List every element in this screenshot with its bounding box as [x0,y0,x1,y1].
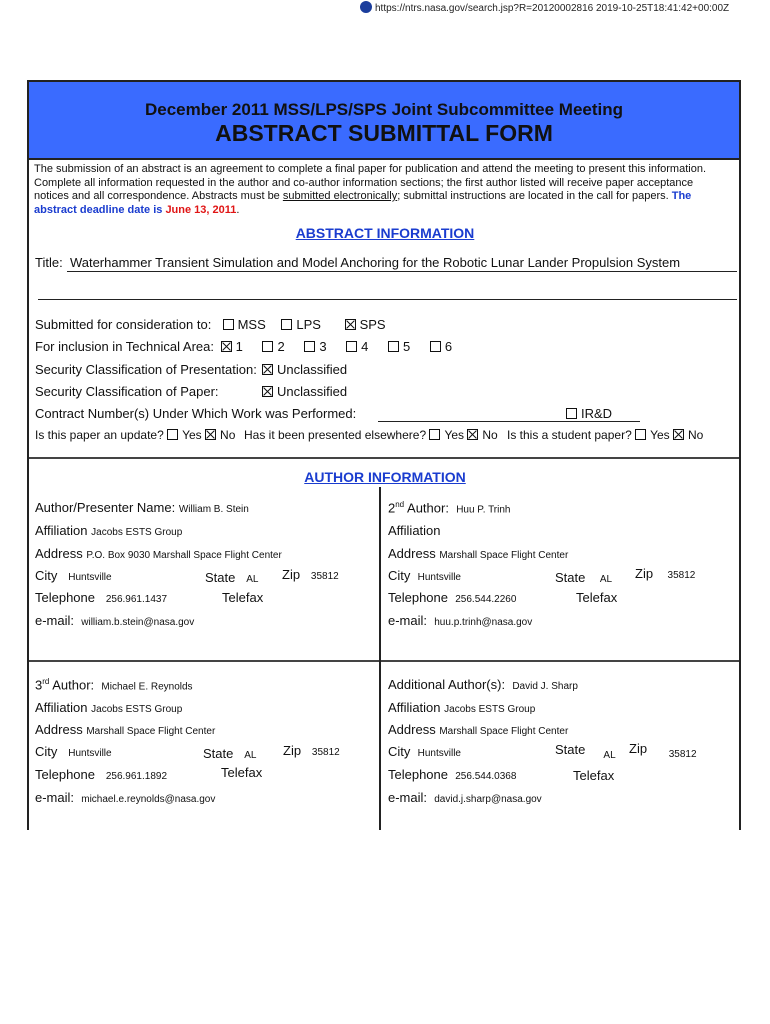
title-value[interactable]: Waterhammer Transient Simulation and Model Anchoring for the Robotic Lunar Lander Propulsion System [69,255,681,270]
author-2-email[interactable]: huu.p.trinh@nasa.gov [434,617,533,628]
source-stamp: https://ntrs.nasa.gov/search.jsp?R=20120002816 2019-10-25T18:41:42+00:00Z [360,1,729,14]
update-yes-checkbox[interactable]: Yes [167,428,202,442]
author-4-state[interactable]: AL [603,750,616,761]
intro-paragraph: The submission of an abstract is an agreement to complete a final paper for publication and attend the meeting to present this information. Complete all information requested in the author and co-author information sections; the first author listed will receive paper acceptance notices and all correspondence. Abstracts must be submitted electronically; submittal instructions are located in the call for papers. The abstract deadline date is June 13, 2011. [34,163,706,216]
author-2-name[interactable]: Huu P. Trinh [456,504,511,516]
author-1-zip[interactable]: 35812 [310,571,339,582]
presented-yes-checkbox[interactable]: Yes [429,428,464,442]
title-underline-1 [67,271,737,272]
lps-checkbox[interactable]: LPS [281,317,321,332]
author-1-telephone[interactable]: 256.961.1437 [105,594,168,605]
author-divider [29,660,739,662]
author-2-telephone[interactable]: 256.544.2260 [455,594,517,605]
sec-paper-label: Security Classification of Paper: [35,384,219,399]
author-1-state[interactable]: AL [246,574,259,585]
sec-paper-checkbox[interactable]: Unclassified [262,384,347,399]
author-3-zip[interactable]: 35812 [311,747,340,758]
title-underline-2 [38,299,737,300]
presented-no-checkbox[interactable]: No [467,428,497,442]
author-4-address[interactable]: Marshall Space Flight Center [439,726,569,737]
contract-field[interactable] [378,421,640,422]
deadline-date: June 13, 2011 [165,203,237,216]
section-divider [29,457,739,459]
author-1-address[interactable]: P.O. Box 9030 Marshall Space Flight Center [86,550,282,561]
author-2-address[interactable]: Marshall Space Flight Center [439,550,569,561]
author-2-city[interactable]: Huntsville [417,572,461,583]
area-1-checkbox[interactable]: 1 [221,339,243,354]
area-3-checkbox[interactable]: 3 [304,339,326,354]
student-no-checkbox[interactable]: No [673,428,703,442]
mss-checkbox[interactable]: MSS [223,317,266,332]
area-6-checkbox[interactable]: 6 [430,339,452,354]
form-title: ABSTRACT SUBMITTAL FORM [215,120,553,146]
author-4-affiliation[interactable]: Jacobs ESTS Group [444,704,536,715]
consideration-row: Submitted for consideration to: MSS LPS SPS [35,317,386,332]
author-1-name[interactable]: William B. Stein [178,504,249,515]
contract-label: Contract Number(s) Under Which Work was Performed: [35,406,357,421]
author-3-address[interactable]: Marshall Space Flight Center [86,726,216,737]
author-3-telephone[interactable]: 256.961.1892 [105,771,168,782]
author-3-email[interactable]: michael.e.reynolds@nasa.gov [81,794,216,805]
author-3-affiliation[interactable]: Jacobs ESTS Group [91,704,183,715]
author-1-email[interactable]: william.b.stein@nasa.gov [81,617,195,628]
author-info-heading: AUTHOR INFORMATION [304,469,466,485]
nasa-logo-icon [360,1,372,13]
author-column-divider [379,487,381,830]
update-row: Is this paper an update? Yes No [35,428,236,442]
author-3-city[interactable]: Huntsville [68,748,112,759]
abstract-info-heading: ABSTRACT INFORMATION [295,225,475,241]
update-no-checkbox[interactable]: No [205,428,235,442]
author-4-zip[interactable]: 35812 [668,749,697,760]
author-3-name[interactable]: Michael E. Reynolds [101,681,193,693]
author-2-zip[interactable]: 35812 [667,570,696,581]
title-row: Title: Waterhammer Transient Simulation and Model Anchoring for the Robotic Lunar Lander Propulsion System [35,255,681,270]
author-4-name[interactable]: David J. Sharp [512,681,578,692]
area-5-checkbox[interactable]: 5 [388,339,410,354]
sps-checkbox[interactable]: SPS [345,317,386,332]
sec-presentation-checkbox[interactable]: Unclassified [262,362,347,377]
meeting-title: December 2011 MSS/LPS/SPS Joint Subcommittee Meeting [144,100,624,119]
author-1-affiliation[interactable]: Jacobs ESTS Group [91,527,183,538]
author-3-state[interactable]: AL [244,750,257,761]
author-2-state[interactable]: AL [599,574,613,585]
area-4-checkbox[interactable]: 4 [346,339,368,354]
form-header [29,82,739,160]
author-4-city[interactable]: Huntsville [417,748,461,759]
student-yes-checkbox[interactable]: Yes [635,428,670,442]
author-1-city[interactable]: Huntsville [68,572,112,583]
area-2-checkbox[interactable]: 2 [262,339,284,354]
presented-row: Has it been presented elsewhere? Yes No [244,428,498,442]
technical-area-row: For inclusion in Technical Area: 1 2 3 4 5 6 [35,339,453,354]
author-4-email[interactable]: david.j.sharp@nasa.gov [434,794,542,805]
sec-presentation-label: Security Classification of Presentation: [35,362,257,377]
student-row: Is this a student paper? Yes No [507,428,704,442]
ird-checkbox[interactable]: IR&D [566,406,612,421]
author-4-telephone[interactable]: 256.544.0368 [455,771,517,782]
